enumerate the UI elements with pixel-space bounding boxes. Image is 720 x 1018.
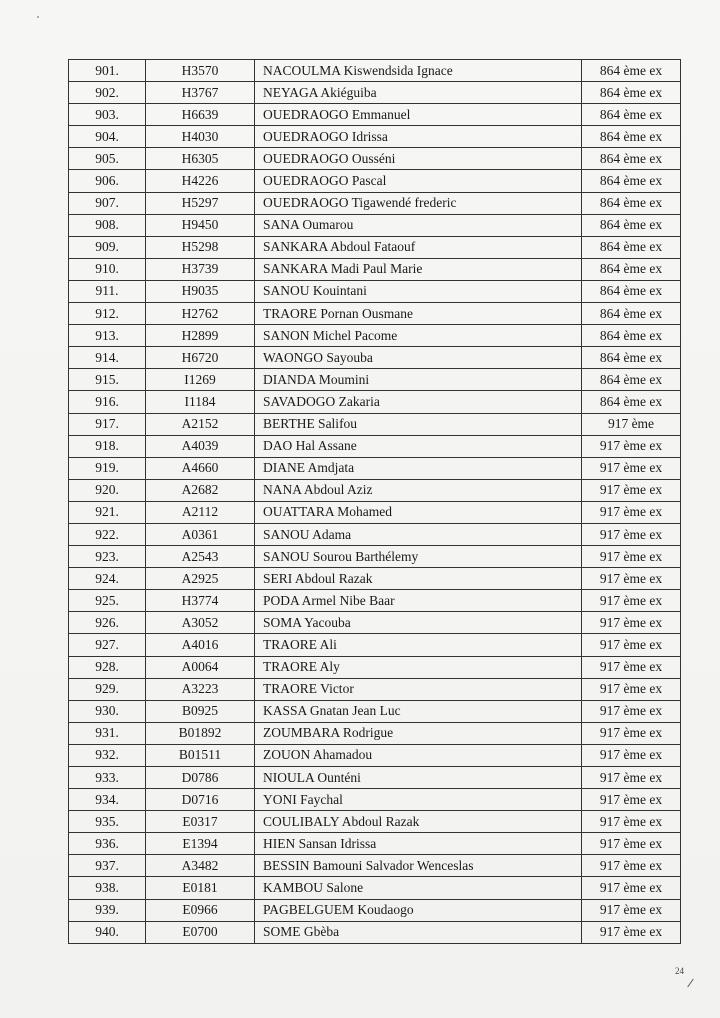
table-row <box>69 280 681 302</box>
rank-ex-cell: 864 ème ex <box>582 104 681 126</box>
table-row <box>69 789 681 811</box>
name-cell: SANON Michel Pacome <box>255 325 582 347</box>
rank-ex-cell: 917 ème ex <box>582 546 681 568</box>
rank-cell: 908. <box>69 214 146 236</box>
rank-cell: 921. <box>69 501 146 523</box>
rank-cell: 923. <box>69 546 146 568</box>
rank-cell: 901. <box>69 60 146 82</box>
code-cell: H5298 <box>146 236 255 258</box>
rank-ex-cell: 917 ème ex <box>582 568 681 590</box>
code-cell: H3767 <box>146 82 255 104</box>
rank-ex-cell: 864 ème ex <box>582 325 681 347</box>
name-cell: BESSIN Bamouni Salvador Wenceslas <box>255 855 582 877</box>
rank-cell: 937. <box>69 855 146 877</box>
table-row <box>69 811 681 833</box>
code-cell: H4030 <box>146 126 255 148</box>
rank-cell: 922. <box>69 523 146 545</box>
table-row <box>69 325 681 347</box>
rank-cell: 911. <box>69 280 146 302</box>
rank-ex-cell: 864 ème ex <box>582 82 681 104</box>
rank-ex-cell: 917 ème ex <box>582 634 681 656</box>
rank-cell: 906. <box>69 170 146 192</box>
rank-cell: 931. <box>69 722 146 744</box>
table-row <box>69 855 681 877</box>
code-cell: A3482 <box>146 855 255 877</box>
table-row <box>69 921 681 943</box>
name-cell: DAO Hal Assane <box>255 435 582 457</box>
scan-speck <box>37 16 39 18</box>
name-cell: SANOU Sourou Barthélemy <box>255 546 582 568</box>
rank-cell: 903. <box>69 104 146 126</box>
rank-cell: 938. <box>69 877 146 899</box>
name-cell: SOMA Yacouba <box>255 612 582 634</box>
table-row <box>69 899 681 921</box>
name-cell: WAONGO Sayouba <box>255 347 582 369</box>
table-row <box>69 833 681 855</box>
rank-ex-cell: 917 ème ex <box>582 811 681 833</box>
code-cell: E0966 <box>146 899 255 921</box>
table-row <box>69 391 681 413</box>
rank-ex-cell: 864 ème ex <box>582 60 681 82</box>
name-cell: NIOULA Ounténi <box>255 767 582 789</box>
code-cell: E0317 <box>146 811 255 833</box>
code-cell: A0361 <box>146 523 255 545</box>
code-cell: E0181 <box>146 877 255 899</box>
results-table <box>68 59 681 944</box>
rank-cell: 918. <box>69 435 146 457</box>
rank-ex-cell: 864 ème ex <box>582 192 681 214</box>
table-row <box>69 568 681 590</box>
rank-ex-cell: 864 ème ex <box>582 170 681 192</box>
code-cell: H3739 <box>146 258 255 280</box>
name-cell: KAMBOU Salone <box>255 877 582 899</box>
rank-ex-cell: 864 ème ex <box>582 280 681 302</box>
rank-cell: 940. <box>69 921 146 943</box>
table-row <box>69 148 681 170</box>
code-cell: H3774 <box>146 590 255 612</box>
table-row <box>69 877 681 899</box>
table-row <box>69 501 681 523</box>
code-cell: I1269 <box>146 369 255 391</box>
code-cell: A2112 <box>146 501 255 523</box>
rank-ex-cell: 864 ème ex <box>582 236 681 258</box>
rank-cell: 904. <box>69 126 146 148</box>
table-row <box>69 192 681 214</box>
code-cell: A4039 <box>146 435 255 457</box>
rank-ex-cell: 917 ème ex <box>582 678 681 700</box>
table-row <box>69 678 681 700</box>
code-cell: A4016 <box>146 634 255 656</box>
rank-ex-cell: 864 ème ex <box>582 347 681 369</box>
table-row <box>69 457 681 479</box>
name-cell: OUEDRAOGO Emmanuel <box>255 104 582 126</box>
rank-ex-cell: 917 ème ex <box>582 700 681 722</box>
rank-ex-cell: 864 ème ex <box>582 126 681 148</box>
code-cell: H3570 <box>146 60 255 82</box>
rank-ex-cell: 864 ème ex <box>582 214 681 236</box>
rank-ex-cell: 917 ème ex <box>582 501 681 523</box>
rank-cell: 929. <box>69 678 146 700</box>
rank-cell: 939. <box>69 899 146 921</box>
code-cell: B01511 <box>146 744 255 766</box>
table-row <box>69 744 681 766</box>
rank-ex-cell: 917 ème <box>582 413 681 435</box>
rank-cell: 930. <box>69 700 146 722</box>
rank-cell: 919. <box>69 457 146 479</box>
code-cell: A2925 <box>146 568 255 590</box>
rank-ex-cell: 917 ème ex <box>582 921 681 943</box>
rank-cell: 928. <box>69 656 146 678</box>
name-cell: BERTHE Salifou <box>255 413 582 435</box>
rank-cell: 909. <box>69 236 146 258</box>
rank-ex-cell: 917 ème ex <box>582 656 681 678</box>
rank-ex-cell: 917 ème ex <box>582 877 681 899</box>
rank-ex-cell: 917 ème ex <box>582 612 681 634</box>
rank-cell: 902. <box>69 82 146 104</box>
code-cell: A3052 <box>146 612 255 634</box>
code-cell: D0716 <box>146 789 255 811</box>
name-cell: TRAORE Aly <box>255 656 582 678</box>
name-cell: SAVADOGO Zakaria <box>255 391 582 413</box>
rank-cell: 935. <box>69 811 146 833</box>
rank-ex-cell: 917 ème ex <box>582 744 681 766</box>
name-cell: TRAORE Victor <box>255 678 582 700</box>
code-cell: B01892 <box>146 722 255 744</box>
name-cell: DIANDA Moumini <box>255 369 582 391</box>
table-row <box>69 303 681 325</box>
code-cell: H9450 <box>146 214 255 236</box>
rank-ex-cell: 917 ème ex <box>582 767 681 789</box>
name-cell: NEYAGA Akiéguiba <box>255 82 582 104</box>
rank-cell: 910. <box>69 258 146 280</box>
name-cell: OUATTARA Mohamed <box>255 501 582 523</box>
rank-cell: 934. <box>69 789 146 811</box>
rank-ex-cell: 917 ème ex <box>582 457 681 479</box>
rank-cell: 924. <box>69 568 146 590</box>
name-cell: NACOULMA Kiswendsida Ignace <box>255 60 582 82</box>
rank-ex-cell: 917 ème ex <box>582 590 681 612</box>
table-row <box>69 214 681 236</box>
name-cell: ZOUON Ahamadou <box>255 744 582 766</box>
rank-ex-cell: 864 ème ex <box>582 369 681 391</box>
name-cell: OUEDRAOGO Idrissa <box>255 126 582 148</box>
table-row <box>69 656 681 678</box>
code-cell: A2543 <box>146 546 255 568</box>
table-row <box>69 369 681 391</box>
rank-cell: 905. <box>69 148 146 170</box>
name-cell: ZOUMBARA Rodrigue <box>255 722 582 744</box>
table-row <box>69 82 681 104</box>
rank-cell: 913. <box>69 325 146 347</box>
table-row <box>69 236 681 258</box>
table-row <box>69 60 681 82</box>
code-cell: A3223 <box>146 678 255 700</box>
name-cell: KASSA Gnatan Jean Luc <box>255 700 582 722</box>
rank-ex-cell: 864 ème ex <box>582 148 681 170</box>
table-row <box>69 523 681 545</box>
table-row <box>69 413 681 435</box>
table-row <box>69 700 681 722</box>
code-cell: B0925 <box>146 700 255 722</box>
table-row <box>69 258 681 280</box>
name-cell: COULIBALY Abdoul Razak <box>255 811 582 833</box>
code-cell: H6720 <box>146 347 255 369</box>
code-cell: H6305 <box>146 148 255 170</box>
name-cell: TRAORE Ali <box>255 634 582 656</box>
rank-cell: 915. <box>69 369 146 391</box>
name-cell: YONI Faychal <box>255 789 582 811</box>
code-cell: D0786 <box>146 767 255 789</box>
rank-cell: 932. <box>69 744 146 766</box>
code-cell: E1394 <box>146 833 255 855</box>
rank-ex-cell: 917 ème ex <box>582 435 681 457</box>
rank-cell: 916. <box>69 391 146 413</box>
page-number: 24 <box>675 966 684 976</box>
rank-cell: 912. <box>69 303 146 325</box>
rank-ex-cell: 917 ème ex <box>582 833 681 855</box>
rank-ex-cell: 917 ème ex <box>582 479 681 501</box>
name-cell: NANA Abdoul Aziz <box>255 479 582 501</box>
pen-mark <box>687 979 694 988</box>
code-cell: H9035 <box>146 280 255 302</box>
code-cell: A0064 <box>146 656 255 678</box>
rank-ex-cell: 917 ème ex <box>582 789 681 811</box>
rank-cell: 917. <box>69 413 146 435</box>
name-cell: OUEDRAOGO Ousséni <box>255 148 582 170</box>
name-cell: DIANE Amdjata <box>255 457 582 479</box>
rank-ex-cell: 917 ème ex <box>582 855 681 877</box>
rank-ex-cell: 917 ème ex <box>582 523 681 545</box>
rank-cell: 914. <box>69 347 146 369</box>
code-cell: H6639 <box>146 104 255 126</box>
rank-cell: 926. <box>69 612 146 634</box>
code-cell: A4660 <box>146 457 255 479</box>
table-row <box>69 634 681 656</box>
code-cell: A2682 <box>146 479 255 501</box>
name-cell: OUEDRAOGO Tigawendé frederic <box>255 192 582 214</box>
code-cell: E0700 <box>146 921 255 943</box>
name-cell: SOME Gbèba <box>255 921 582 943</box>
rank-cell: 907. <box>69 192 146 214</box>
name-cell: SERI Abdoul Razak <box>255 568 582 590</box>
rank-ex-cell: 864 ème ex <box>582 303 681 325</box>
rank-cell: 920. <box>69 479 146 501</box>
rank-ex-cell: 917 ème ex <box>582 722 681 744</box>
name-cell: SANOU Kouintani <box>255 280 582 302</box>
table-row <box>69 590 681 612</box>
rank-cell: 927. <box>69 634 146 656</box>
name-cell: SANA Oumarou <box>255 214 582 236</box>
rank-cell: 933. <box>69 767 146 789</box>
rank-cell: 936. <box>69 833 146 855</box>
name-cell: PAGBELGUEM Koudaogo <box>255 899 582 921</box>
code-cell: A2152 <box>146 413 255 435</box>
table-row <box>69 347 681 369</box>
name-cell: HIEN Sansan Idrissa <box>255 833 582 855</box>
code-cell: H4226 <box>146 170 255 192</box>
name-cell: PODA Armel Nibe Baar <box>255 590 582 612</box>
name-cell: OUEDRAOGO Pascal <box>255 170 582 192</box>
rank-cell: 925. <box>69 590 146 612</box>
table-row <box>69 546 681 568</box>
results-table-body <box>69 60 681 944</box>
name-cell: TRAORE Pornan Ousmane <box>255 303 582 325</box>
table-row <box>69 722 681 744</box>
table-row <box>69 479 681 501</box>
code-cell: H2762 <box>146 303 255 325</box>
name-cell: SANOU Adama <box>255 523 582 545</box>
table-row <box>69 104 681 126</box>
rank-ex-cell: 864 ème ex <box>582 391 681 413</box>
code-cell: H2899 <box>146 325 255 347</box>
name-cell: SANKARA Madi Paul Marie <box>255 258 582 280</box>
rank-ex-cell: 917 ème ex <box>582 899 681 921</box>
rank-ex-cell: 864 ème ex <box>582 258 681 280</box>
table-row <box>69 126 681 148</box>
name-cell: SANKARA Abdoul Fataouf <box>255 236 582 258</box>
table-row <box>69 435 681 457</box>
table-row <box>69 767 681 789</box>
code-cell: H5297 <box>146 192 255 214</box>
table-row <box>69 612 681 634</box>
table-row <box>69 170 681 192</box>
code-cell: I1184 <box>146 391 255 413</box>
